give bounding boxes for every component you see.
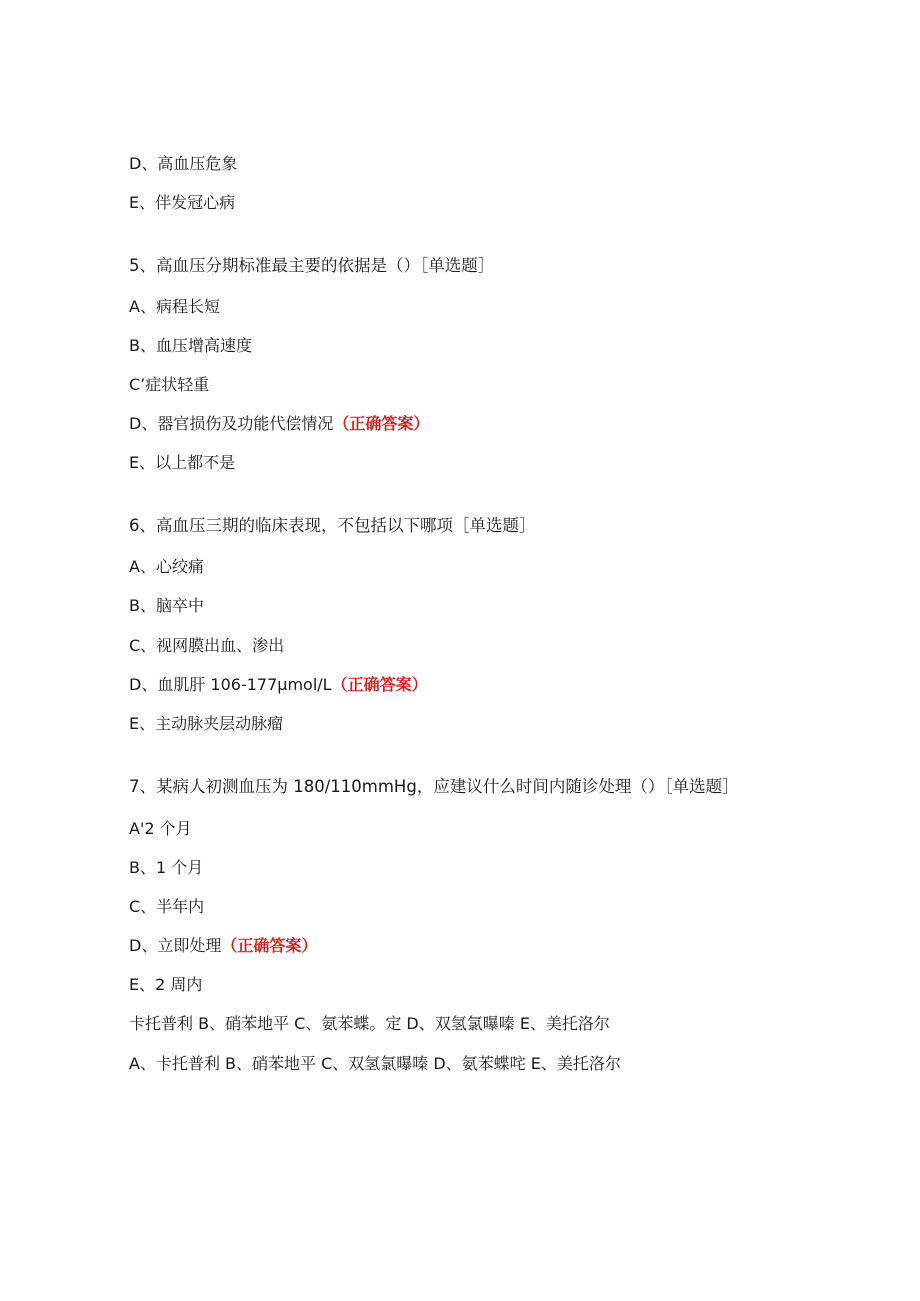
- question-5: [129, 255, 494, 277]
- option-text: C、视网膜出血、渗出: [129, 636, 285, 655]
- option-a-q6: [129, 556, 204, 578]
- option-text: B、脑卒中: [129, 596, 204, 615]
- option-a-q5: [129, 296, 220, 318]
- option-d-q6: [129, 674, 428, 696]
- option-text: D、血肌肝 106-177μmol∕L: [129, 675, 332, 694]
- option-text: E、伴发冠心病: [129, 193, 236, 212]
- option-text: B、血压增高速度: [129, 336, 252, 355]
- option-text: A、心绞痛: [129, 557, 204, 576]
- option-text: E、以上都不是: [129, 453, 236, 472]
- option-b-q7: [129, 857, 203, 879]
- options-line-q8: [129, 1053, 621, 1075]
- option-c-q5: [129, 374, 209, 396]
- option-text: E、2 周内: [129, 975, 203, 994]
- option-text: A、病程长短: [129, 297, 220, 316]
- option-text: E、主动脉夹层动脉瘤: [129, 714, 284, 733]
- option-e-q4: [129, 192, 235, 214]
- option-text: 卡托普利 B、硝苯地平 C、氨苯蝶。定 D、双氢氯曝嗪 E、美托洛尔: [129, 1014, 610, 1033]
- stray-options-line: [129, 1013, 610, 1035]
- question-text: 6、高血压三期的临床表现，不包括以下哪项［单选题］: [129, 516, 536, 535]
- correct-answer-marker: （正确答案）: [221, 936, 318, 955]
- option-b-q6: [129, 595, 204, 617]
- option-d-q4: [129, 153, 237, 175]
- option-e-q6: [129, 713, 283, 735]
- option-a-q7: [129, 818, 192, 840]
- option-text: A、卡托普利 B、硝苯地平 C、双氢氯曝嗪 D、氨苯蝶咤 E、美托洛尔: [129, 1054, 621, 1073]
- question-text: 7、某病人初测血压为 180/110mmHg，应建议什么时间内随诊处理（）［单选题］: [129, 777, 739, 796]
- question-7: [129, 776, 739, 798]
- option-d-q7: [129, 935, 317, 957]
- question-text: 5、高血压分期标准最主要的依据是（）［单选题］: [129, 256, 495, 275]
- option-c-q6: [129, 635, 284, 657]
- option-text: B、1 个月: [129, 858, 204, 877]
- option-e-q7: [129, 974, 202, 996]
- option-text: A'2 个月: [129, 819, 192, 838]
- option-e-q5: [129, 452, 235, 474]
- option-d-q5: [129, 413, 429, 435]
- option-text: D、器官损伤及功能代偿情况: [129, 414, 334, 433]
- option-text: D、立即处理: [129, 936, 222, 955]
- option-text: D、高血压危象: [129, 154, 238, 173]
- option-c-q7: [129, 896, 204, 918]
- option-text: C、半年内: [129, 897, 205, 916]
- question-6: [129, 515, 536, 537]
- option-text: C’症状轻重: [129, 375, 210, 394]
- option-b-q5: [129, 335, 252, 357]
- correct-answer-marker: （正确答案）: [333, 414, 430, 433]
- correct-answer-marker: （正确答案）: [331, 675, 428, 694]
